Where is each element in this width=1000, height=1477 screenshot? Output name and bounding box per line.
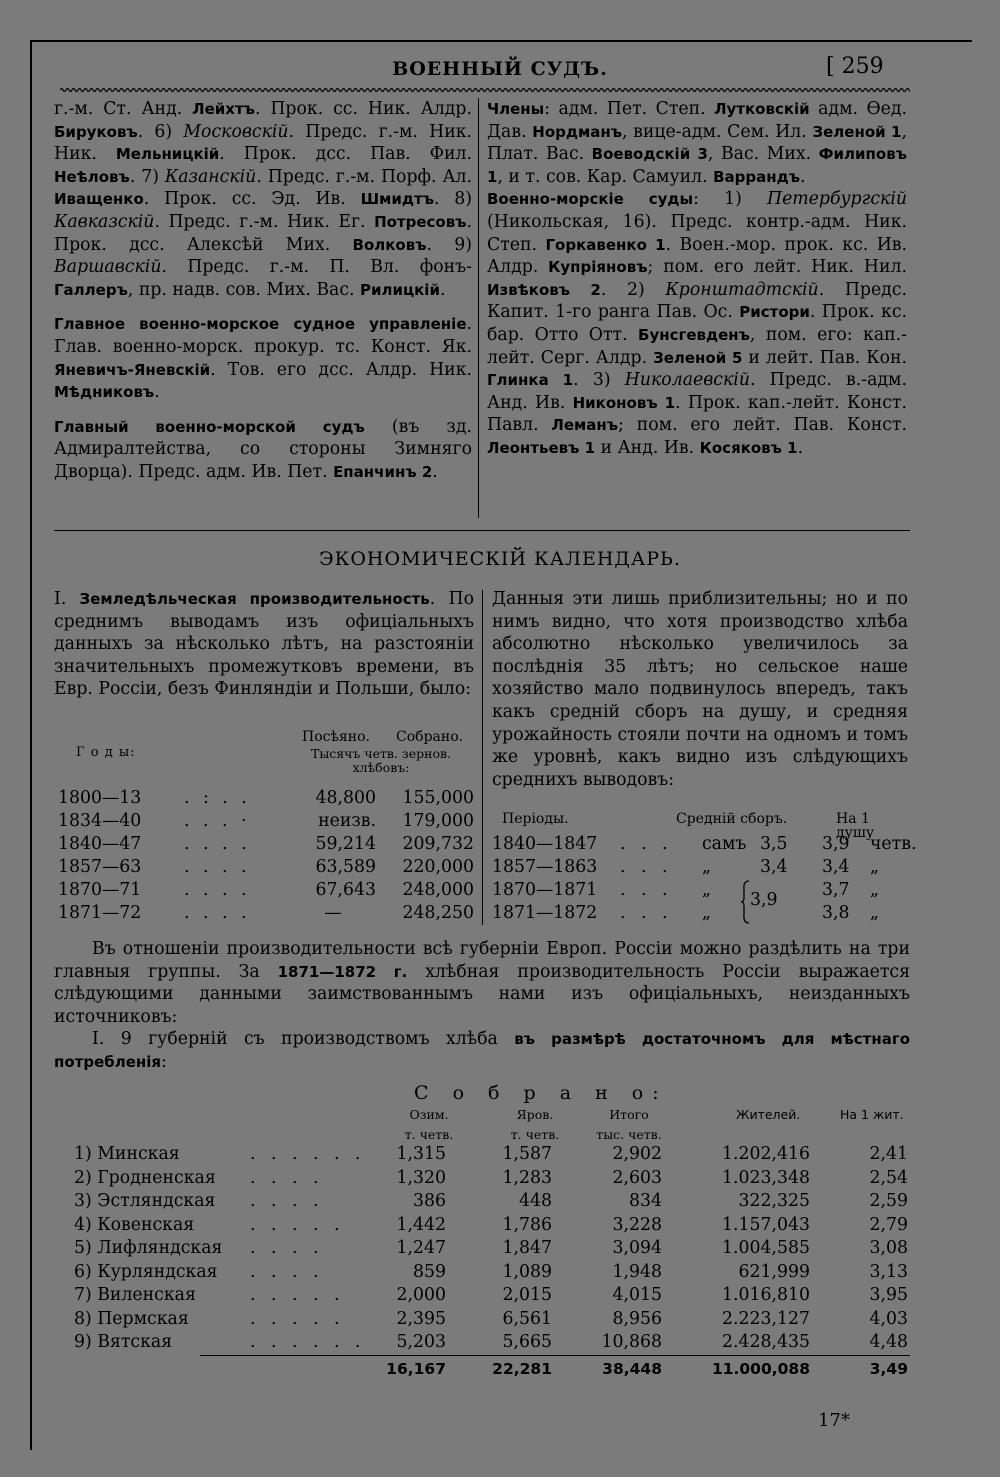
per-capita-cell: 3,7 <box>822 880 850 900</box>
leader-dots: . : . . <box>184 788 251 808</box>
average-cell: 3,5 <box>760 834 788 854</box>
ozim-cell: 859 <box>413 1261 446 1282</box>
text-run: . Предс. в.-адм. Анд. Ив. <box>487 370 907 413</box>
ozim-cell: 1,315 <box>396 1144 446 1164</box>
bold-run: Мѣдниковъ <box>54 383 155 402</box>
text-run: . 7) <box>129 166 165 187</box>
col-header-sown: Посѣяно. <box>302 729 370 745</box>
per-capita-cell: 2,79 <box>869 1214 908 1235</box>
col-header-yarov <box>490 1108 580 1142</box>
collected-cell: 179,000 <box>402 811 474 831</box>
court-paragraph <box>54 98 472 301</box>
text-run: . Предс. Капит. 1-го ранга Пав. Ос. <box>487 279 907 323</box>
total-yarov: 22,281 <box>492 1360 552 1378</box>
page-number: [ 259 <box>826 54 884 79</box>
prefix-cell: „ <box>702 880 711 900</box>
bold-run: въ размѣрѣ достаточномъ для мѣстнаго потребленія <box>54 1030 911 1071</box>
table-row <box>54 903 474 925</box>
table-row <box>54 811 474 833</box>
leader-dots: . . . . <box>250 1191 324 1211</box>
body-text <box>54 938 910 1074</box>
leader-dots: . . . . <box>250 1261 324 1282</box>
years-cell: 1834—40 <box>58 811 142 831</box>
total-cell: 834 <box>629 1191 662 1211</box>
province-name: 8) Пермская <box>74 1308 189 1329</box>
period-cell: 1870—1871 <box>492 880 598 900</box>
bold-run: Главный военно-морской судъ <box>54 417 365 436</box>
bold-run: Извѣковъ 2 <box>487 280 601 299</box>
signature-mark: 17* <box>818 1410 850 1431</box>
years-cell: 1840—47 <box>58 834 142 854</box>
text-run: . Тов. его дсс. Алдр. Ник. <box>210 359 472 380</box>
leader-dots: . . . . <box>250 1167 324 1188</box>
italic-run: Кавказскій <box>54 211 155 232</box>
leader-dots: . . . <box>620 857 673 877</box>
military-court-left-column <box>54 98 472 484</box>
text-run: и Анд. Ив. <box>595 437 700 458</box>
text-run: . Прок. дсс. Алексѣй Мих. <box>54 211 472 255</box>
table-row <box>492 857 908 879</box>
province-name: 4) Ковенская <box>74 1214 195 1235</box>
section-rule <box>54 530 910 531</box>
province-name: 2) Гродненская <box>74 1167 216 1188</box>
top-rule <box>30 40 972 42</box>
per-capita-cell: 4,03 <box>869 1308 908 1329</box>
table-row <box>492 834 917 856</box>
yarov-cell: 1,847 <box>502 1238 552 1258</box>
col-total-label: Итого <box>609 1107 649 1122</box>
text-run: . Прок. сс. Ник. Алдр. <box>254 99 472 119</box>
sum-rule <box>200 1355 910 1356</box>
bold-run: Зеленой 1 <box>812 122 902 141</box>
population-cell: 1.004,585 <box>722 1238 810 1258</box>
column-divider <box>482 590 483 925</box>
brace <box>740 880 750 924</box>
totals-row <box>54 1360 910 1383</box>
col-header-period: Періоды. <box>502 811 569 827</box>
text-run: . 8) <box>433 189 472 210</box>
naval-courts-paragraph <box>487 188 907 459</box>
col-header-average: Средній сборъ. <box>676 811 788 827</box>
text-run: . 2) <box>600 279 666 300</box>
table-row <box>54 1332 910 1355</box>
unit-cell: четв. <box>870 834 917 854</box>
table-row <box>54 1238 910 1261</box>
sown-cell: — <box>324 903 342 923</box>
period-cell: 1871—1872 <box>492 903 598 923</box>
yarov-cell: 2,015 <box>502 1285 552 1305</box>
leader-dots: . . . . . <box>250 1308 345 1329</box>
total-cell: 3,228 <box>612 1214 662 1235</box>
total-cell: 2,902 <box>612 1144 662 1164</box>
leader-dots: . . . . <box>184 834 251 854</box>
leader-dots: . . . . . . <box>250 1144 366 1164</box>
per-capita-cell: 4,48 <box>869 1332 908 1352</box>
bold-run: Главное военно-морское судное управленіе <box>54 315 467 334</box>
years-cell: 1857—63 <box>58 857 142 877</box>
province-name: 3) Эстляндская <box>74 1191 216 1211</box>
text-run: , Вас. Мих. <box>707 144 819 165</box>
text-run: (въ зд. Адмиралтейства, со стороны Зимняго Дворца). Предс. адм. Ив. Пет. <box>54 416 472 482</box>
average-yield-table <box>492 808 917 928</box>
sown-cell: 67,643 <box>315 880 376 900</box>
text-run: ; пом. его лейт. Пав. Конст. <box>618 415 907 436</box>
text-run: : адм. Пет. Степ. <box>544 99 715 119</box>
section-title: ЭКОНОМИЧЕСКІЙ КАЛЕНДАРЬ. <box>319 548 681 570</box>
military-court-right-column <box>487 98 907 460</box>
column-divider <box>478 98 479 518</box>
table-row <box>54 857 474 879</box>
province-name: 9) Вятская <box>74 1332 173 1352</box>
table-row <box>54 1262 910 1285</box>
population-cell: 621,999 <box>738 1261 810 1282</box>
yarov-cell: 1,089 <box>502 1261 552 1282</box>
left-rule <box>30 40 32 1450</box>
members-paragraph <box>487 98 907 188</box>
intro-paragraph <box>54 588 474 701</box>
table-row <box>54 1215 910 1238</box>
population-cell: 1.157,043 <box>722 1214 810 1235</box>
bold-run: Глинка 1 <box>487 371 574 390</box>
table-row <box>54 834 474 856</box>
ozim-cell: 386 <box>413 1191 446 1211</box>
collected-cell: 209,732 <box>402 834 474 854</box>
sown-cell: неизв. <box>318 811 376 831</box>
population-cell: 1.202,416 <box>722 1144 810 1164</box>
yarov-cell: 6,561 <box>502 1308 552 1329</box>
bold-run: Шмидтъ <box>360 190 434 209</box>
per-capita-cell: 2,59 <box>869 1191 908 1211</box>
text-run: . <box>439 279 446 300</box>
text-run: : 1) <box>693 189 767 210</box>
table-row <box>54 880 474 902</box>
province-name: 6) Курляндская <box>74 1261 218 1282</box>
text-run: , пом. его: кап.-лейт. Серг. Алдр. <box>487 324 908 368</box>
text-run: . 6) <box>137 121 184 142</box>
bold-run: Воеводскій 3 <box>591 145 708 164</box>
col-total-unit: тыс. четв. <box>596 1127 662 1142</box>
col-header-collected: Собрано. <box>396 729 464 745</box>
text-run: Въ отношеніи производительности всѣ губерніи Европ. Россіи можно раздѣлить на три главныя группы. За <box>54 939 910 982</box>
bold-run: Иващенко <box>54 190 144 209</box>
leader-dots: . . . · <box>184 811 251 831</box>
total-cell: 4,015 <box>612 1285 662 1305</box>
text-run: . 3) <box>573 370 625 391</box>
bold-run: Нордманъ <box>532 122 622 141</box>
ozim-cell: 1,442 <box>396 1214 446 1235</box>
per-capita-cell: 3,95 <box>869 1285 908 1305</box>
unit-cell: „ <box>870 903 879 923</box>
total-total: 38,448 <box>602 1360 662 1378</box>
text-run: , и т. сов. Кар. Самуил. <box>497 166 714 187</box>
years-cell: 1870—71 <box>58 880 142 900</box>
ozim-cell: 1,247 <box>396 1238 446 1258</box>
col-yarov-label: Яров. <box>516 1107 554 1122</box>
collected-cell: 220,000 <box>402 857 474 877</box>
yarov-cell: 1,786 <box>502 1214 552 1235</box>
italic-run: Варшавскій <box>54 257 162 278</box>
col-header-years: Г о д ы: <box>76 745 136 760</box>
bold-run: Потресовъ <box>374 212 467 231</box>
text-run: . Воен.-мор. прок. кс. Ив. Алдр. <box>487 234 907 278</box>
per-capita-cell: 3,08 <box>869 1238 908 1258</box>
naval-administration-paragraph <box>54 313 472 403</box>
col-yarov-unit: т. четв. <box>510 1127 560 1142</box>
text-run: . Прок. кап.-лейт. Конст. Павл. <box>487 392 907 436</box>
per-capita-cell: 3,4 <box>822 857 850 877</box>
total-cell: 8,956 <box>612 1308 662 1329</box>
bold-run: Бируковъ <box>54 122 138 141</box>
bold-run: Варрандъ <box>713 167 801 186</box>
population-cell: 1.023,348 <box>722 1167 810 1188</box>
bold-run: Неѣловъ <box>54 167 130 186</box>
bold-run: Купріяновъ <box>548 258 648 277</box>
table-row <box>54 1168 910 1191</box>
yarov-cell: 1,587 <box>502 1144 552 1164</box>
groups-paragraph <box>54 938 910 1028</box>
text-run: I. 9 губерній съ производствомъ хлѣба <box>92 1029 515 1050</box>
bold-run: Никоновъ 1 <box>572 393 676 412</box>
average-cell: 3,4 <box>760 857 788 877</box>
per-capita-cell: 3,9 <box>822 834 850 854</box>
ozim-cell: 2,395 <box>396 1308 446 1329</box>
text-run: . <box>154 382 160 403</box>
leader-dots: . . . . . <box>250 1214 345 1235</box>
collected-cell: 155,000 <box>402 788 474 808</box>
col-header-per-capita: На 1 душу <box>836 811 875 841</box>
text-run: . Прок. кс. бар. Отто Отт. <box>487 302 907 345</box>
ozim-cell: 2,000 <box>396 1285 446 1305</box>
col-header-total <box>574 1108 684 1142</box>
text-run: и лейт. Пав. Кон. <box>742 347 908 368</box>
collected-cell: 248,250 <box>402 903 474 923</box>
prefix-cell: самъ <box>702 834 747 854</box>
text-run: . 9) <box>426 234 472 255</box>
text-run: , пр. надв. сов. Мих. Вас. <box>127 279 360 300</box>
per-capita-cell: 3,13 <box>869 1261 908 1282</box>
bold-run: Епанчинъ 2 <box>333 462 433 481</box>
province-name: 1) Минская <box>74 1144 180 1164</box>
bold-run: Яневичъ-Яневскій <box>54 360 211 379</box>
text-run: I. <box>54 589 80 609</box>
leader-dots: . . . . <box>184 857 251 877</box>
table-row <box>492 903 908 925</box>
unit-label: Тысячъ четв. зернов. хлѣбовъ: <box>310 746 451 775</box>
leader-dots: . . . . <box>250 1238 324 1258</box>
leader-dots: . . . <box>620 880 673 900</box>
unit-cell: „ <box>870 857 879 877</box>
text-run: . Предс. г.-м. Ник. Ник. <box>54 121 473 165</box>
group-one-paragraph <box>54 1028 910 1073</box>
sown-cell: 59,214 <box>315 834 376 854</box>
province-name: 7) Виленская <box>74 1285 196 1305</box>
col-header-per-capita: На 1 жит. <box>840 1107 904 1122</box>
naval-court-paragraph <box>54 416 472 484</box>
bold-run: Галлеръ <box>54 280 128 299</box>
bold-run: Члены <box>487 100 545 118</box>
bold-run: Филиповъ 1 <box>487 145 907 186</box>
text-run: : <box>161 1051 167 1072</box>
text-run: . Предс. г.-м. П. Вл. фонъ- <box>161 257 472 278</box>
leader-dots: . . . . . . <box>250 1332 366 1352</box>
italic-run: Николаевскій <box>624 370 750 391</box>
per-capita-cell: 3,8 <box>822 903 850 923</box>
italic-run: Кронштадтскій <box>665 279 819 300</box>
leader-dots: . . . . <box>184 903 251 923</box>
table-row <box>54 1191 910 1214</box>
bold-run: Рилицкій <box>360 280 440 299</box>
total-ozim: 16,167 <box>386 1360 446 1378</box>
col-header-population: Жителей. <box>736 1107 801 1122</box>
yarov-cell: 5,665 <box>502 1332 552 1352</box>
population-cell: 2.223,127 <box>722 1308 810 1329</box>
bold-run: Леманъ <box>551 416 619 435</box>
leader-dots: . . . . <box>184 880 251 900</box>
bold-run: Лутковскій <box>714 100 810 118</box>
total-cell: 3,094 <box>612 1238 662 1258</box>
table-row <box>54 1144 910 1167</box>
running-title: ВОЕННЫЙ СУДЪ. <box>392 58 608 80</box>
total-population: 11.000,088 <box>711 1360 810 1378</box>
text-run: г.-м. Ст. Анд. <box>54 99 193 119</box>
sown-cell: 48,800 <box>315 788 376 808</box>
italic-run: Казанскій <box>164 166 257 187</box>
period-cell: 1840—1847 <box>492 834 598 854</box>
text-run: , вице-адм. Сем. Ил. <box>622 121 813 142</box>
table-row <box>54 788 474 810</box>
population-cell: 1.016,810 <box>722 1285 810 1305</box>
province-name: 5) Лифляндская <box>74 1238 223 1258</box>
bold-run: Ристори <box>739 303 810 322</box>
text-run: . <box>797 437 804 458</box>
text-run: адм. Ѳед. Дав. <box>487 99 907 142</box>
text-run: , Плат. Вас. <box>487 121 907 165</box>
yarov-cell: 1,283 <box>502 1167 552 1188</box>
prefix-cell: „ <box>702 903 711 923</box>
text-run: . Глав. военно-морск. прокур. тс. Конст. Як. <box>54 314 472 357</box>
bold-run: Лейхтъ <box>192 100 255 118</box>
wavy-rule <box>60 86 910 94</box>
yarov-cell: 448 <box>519 1191 552 1211</box>
table-row <box>54 1285 910 1308</box>
provinces-table <box>54 1082 910 1382</box>
leader-dots: . . . <box>620 834 673 854</box>
bold-run: Волковъ <box>352 235 427 254</box>
col-ozim-unit: т. четв. <box>404 1127 454 1142</box>
collected-cell: 248,000 <box>402 880 474 900</box>
text-run: . <box>800 166 806 187</box>
total-per-capita: 3,49 <box>869 1360 908 1378</box>
group-header: С о б р а н о: <box>414 1082 668 1104</box>
economic-right-column <box>492 588 908 791</box>
bold-run: 1871—1872 г. <box>277 962 408 981</box>
leader-dots: . . . <box>620 903 673 923</box>
bold-run: Мельницкій <box>115 145 220 164</box>
years-cell: 1871—72 <box>58 903 142 923</box>
per-capita-cell: 2,41 <box>869 1144 908 1164</box>
italic-run: Петербургскій <box>767 189 907 210</box>
text-run: . <box>432 461 438 482</box>
text-run: хлѣбная производительность Россіи выражается слѣдующими данными заимствованнымъ нами изъ офиціальныхъ, неизданныхъ источниковъ: <box>54 961 910 1027</box>
prefix-cell: „ <box>702 857 711 877</box>
population-cell: 322,325 <box>738 1191 810 1211</box>
leader-dots: . . . . . <box>250 1285 345 1305</box>
sown-cell: 63,589 <box>315 857 376 877</box>
total-cell: 2,603 <box>612 1167 662 1188</box>
production-table <box>54 730 474 930</box>
bold-run: Косяковъ 1 <box>699 438 798 457</box>
economic-left-column <box>54 588 474 701</box>
text-run: . Прок. сс. Эд. Ив. <box>143 189 361 210</box>
bold-run: Леонтьевъ 1 <box>487 438 596 457</box>
bold-run: Горкавенко 1 <box>545 235 666 254</box>
text-run: (Никольская, 16). Предс. контр.-адм. Ник. Степ. <box>487 211 907 255</box>
per-capita-cell: 2,54 <box>869 1167 908 1188</box>
ozim-cell: 1,320 <box>396 1167 446 1188</box>
text-run: . Предс. г.-м. Ник. Ег. <box>154 211 375 232</box>
years-cell: 1800—13 <box>58 788 142 808</box>
commentary-paragraph: Данныя эти лишь приблизительны; но и по нимъ видно, что хотя производство хлѣба абсолютно нѣсколько увеличилось за послѣднія 35 лѣтъ; но сельское наше хозяйство мало подвинулось впередъ, такъ какъ средній сборъ на душу, и средняя урожайность стояли почти на одномъ и томъ же уровнѣ, какъ видно изъ слѣдующихъ среднихъ выводовъ: <box>492 589 908 790</box>
text-run: . Предс. г.-м. Порф. Ал. <box>256 166 473 187</box>
col-ozim-label: Озим. <box>409 1107 449 1122</box>
period-cell: 1857—1863 <box>492 857 598 877</box>
bold-run: Бунсгевденъ <box>638 325 750 344</box>
table-row <box>492 880 908 902</box>
unit-cell: „ <box>870 880 879 900</box>
total-cell: 10,868 <box>601 1332 662 1352</box>
ozim-cell: 5,203 <box>396 1332 446 1352</box>
italic-run: Московскій <box>183 121 289 142</box>
bold-run: Зеленой 5 <box>653 348 743 367</box>
total-cell: 1,948 <box>612 1261 662 1282</box>
text-run: ; пом. его лейт. Ник. Нил. <box>647 257 907 278</box>
text-run: . Прок. дсс. Пав. Фил. <box>219 144 472 165</box>
col-header-ozim <box>384 1108 474 1142</box>
population-cell: 2.428,435 <box>722 1332 810 1352</box>
text-run: . По среднимъ выводамъ изъ офиціальныхъ данныхъ за нѣсколько лѣтъ, на разстояніи значительныхъ промежутковъ времени, въ Евр. Россіи, безъ Финляндіи и Польши, было: <box>54 589 474 700</box>
brace-value: 3,9 <box>750 890 778 910</box>
bold-run: Военно-морскіе суды <box>487 190 694 209</box>
table-row <box>54 1309 910 1332</box>
bold-run: Земледѣльческая производительность <box>79 590 430 608</box>
